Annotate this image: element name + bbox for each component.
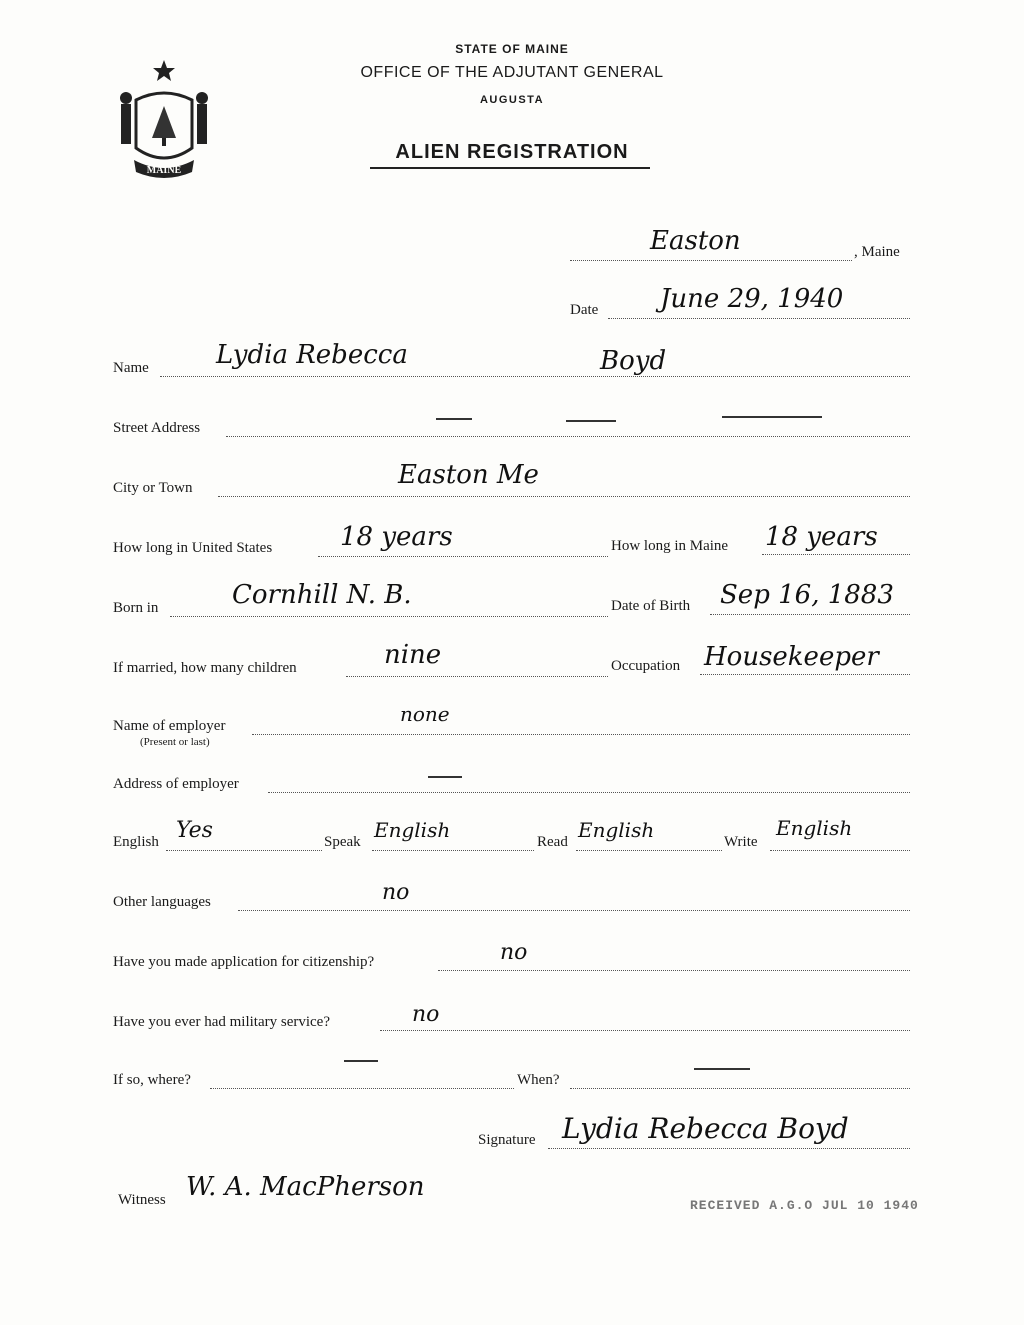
write-line [770, 850, 910, 851]
when-dash [694, 1068, 750, 1070]
occupation-entry: Housekeeper [704, 642, 879, 672]
employer-line [252, 734, 910, 735]
street-dash [722, 416, 822, 418]
employer-note: (Present or last) [140, 736, 210, 748]
read-label: Read [537, 834, 568, 850]
military-label: Have you ever had military service? [113, 1014, 330, 1030]
employer-address-dash [428, 776, 462, 778]
date-line [608, 318, 910, 319]
employer-address-label: Address of employer [113, 776, 239, 792]
signature-label: Signature [478, 1132, 536, 1148]
other-languages-entry: no [382, 880, 410, 905]
street-line [226, 436, 910, 437]
occupation-label: Occupation [611, 658, 681, 674]
occupation-line [700, 674, 910, 675]
speak-label: Speak [324, 834, 361, 850]
citizenship-entry: no [500, 940, 528, 965]
speak-line [372, 850, 534, 851]
married-line [346, 676, 608, 677]
street-dash [436, 418, 472, 420]
children-entry: nine [384, 640, 442, 670]
street-dash [566, 420, 616, 422]
form-title: ALIEN REGISTRATION [395, 141, 629, 163]
how-long-me-label: How long in Maine [611, 538, 729, 554]
military-line [380, 1030, 910, 1031]
name-entry: Lydia Rebecca [216, 340, 408, 370]
write-label: Write [724, 834, 758, 850]
surname-entry: Boyd [600, 346, 667, 376]
where-line [210, 1088, 514, 1089]
state-heading: STATE OF MAINE [455, 42, 569, 56]
date-entry: June 29, 1940 [660, 284, 844, 314]
where-label: If so, where? [113, 1072, 191, 1088]
other-languages-line [238, 910, 910, 911]
write-entry: English [776, 816, 853, 840]
svg-text:MAINE: MAINE [146, 165, 182, 176]
married-label: If married, how many children [113, 660, 297, 676]
city-label: City or Town [113, 480, 193, 496]
received-stamp: RECEIVED A.G.O JUL 10 1940 [690, 1198, 919, 1213]
place-line [570, 260, 852, 261]
name-line [160, 376, 910, 377]
witness-entry: W. A. MacPherson [186, 1172, 425, 1202]
employer-label: Name of employer [113, 718, 226, 734]
witness-label: Witness [118, 1192, 166, 1208]
city-entry: Easton Me [398, 460, 539, 490]
office-heading: OFFICE OF THE ADJUTANT GENERAL [360, 64, 664, 81]
military-entry: no [412, 1002, 440, 1027]
name-label: Name [113, 360, 149, 376]
city-heading: AUGUSTA [479, 94, 545, 106]
where-dash [344, 1060, 378, 1062]
born-in-entry: Cornhill N. B. [232, 580, 412, 610]
place-entry: Easton [650, 226, 741, 256]
english-label: English [113, 834, 159, 850]
employer-entry: none [400, 702, 450, 726]
state-seal-icon [112, 56, 216, 184]
date-label: Date [570, 302, 599, 318]
speak-entry: English [374, 818, 451, 842]
how-long-me-line [762, 554, 910, 555]
when-line [570, 1088, 910, 1089]
english-entry: Yes [176, 818, 213, 843]
other-languages-label: Other languages [113, 894, 211, 910]
born-in-line [170, 616, 608, 617]
signature-line [548, 1148, 910, 1149]
how-long-me-entry: 18 years [765, 522, 878, 552]
english-line [166, 850, 322, 851]
citizenship-label: Have you made application for citizenship? [113, 954, 375, 970]
maine-label: , Maine [854, 244, 900, 260]
street-label: Street Address [113, 420, 201, 436]
how-long-us-line [318, 556, 608, 557]
citizenship-line [438, 970, 910, 971]
how-long-us-label: How long in United States [113, 540, 273, 556]
title-underline [370, 167, 650, 169]
dob-label: Date of Birth [611, 598, 691, 614]
signature-entry: Lydia Rebecca Boyd [562, 1112, 849, 1145]
read-entry: English [578, 818, 655, 842]
city-line [218, 496, 910, 497]
how-long-us-entry: 18 years [340, 522, 453, 552]
dob-entry: Sep 16, 1883 [720, 580, 894, 610]
when-label: When? [517, 1072, 560, 1088]
read-line [576, 850, 722, 851]
employer-address-line [268, 792, 910, 793]
born-in-label: Born in [113, 600, 159, 616]
dob-line [710, 614, 910, 615]
